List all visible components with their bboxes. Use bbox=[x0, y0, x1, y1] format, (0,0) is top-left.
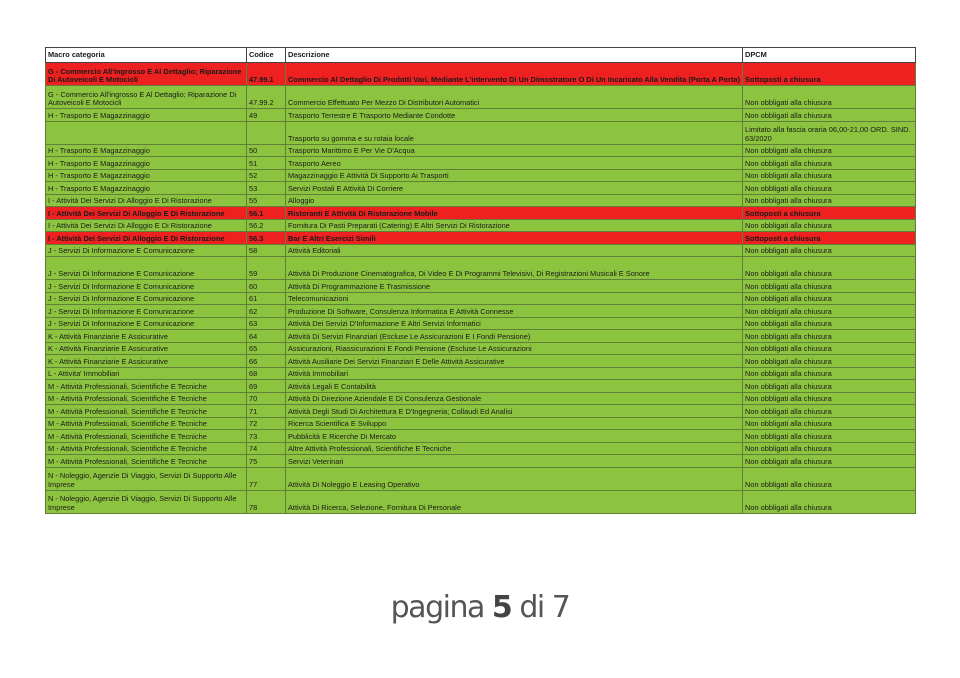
cell-codice bbox=[247, 121, 286, 144]
cell-macro-categoria bbox=[46, 121, 247, 144]
cell-codice: 53 bbox=[247, 182, 286, 195]
cell-macro-categoria: J - Servizi Di Informazione E Comunicazione bbox=[46, 280, 247, 293]
table-row bbox=[46, 367, 916, 380]
cell-descrizione: Ricerca Scientifica E Sviluppo bbox=[286, 417, 743, 430]
cell-codice: 68 bbox=[247, 367, 286, 380]
header-dpcm: DPCM bbox=[743, 48, 916, 63]
page-prefix: pagina bbox=[390, 590, 484, 625]
cell-descrizione: Servizi Postali E Attività Di Corriere bbox=[286, 182, 743, 195]
cell-descrizione: Trasporto Terrestre E Trasporto Mediante Condotte bbox=[286, 109, 743, 122]
cell-dpcm: Non obbligati alla chiusura bbox=[743, 292, 916, 305]
cell-dpcm: Non obbligati alla chiusura bbox=[743, 86, 916, 109]
cell-dpcm: Non obbligati alla chiusura bbox=[743, 342, 916, 355]
cell-descrizione: Attività Di Produzione Cinematografica, Di Video E Di Programmi Televisivi, Di Registrazioni Musicali E Sonore bbox=[286, 257, 743, 280]
cell-dpcm: Non obbligati alla chiusura bbox=[743, 380, 916, 393]
table-row bbox=[46, 342, 916, 355]
cell-descrizione: Attività Degli Studi Di Architettura E D'Ingegneria; Collaudi Ed Analisi bbox=[286, 405, 743, 418]
cell-dpcm: Non obbligati alla chiusura bbox=[743, 430, 916, 443]
page-indicator bbox=[0, 590, 960, 625]
table-row bbox=[46, 405, 916, 418]
cell-codice: 69 bbox=[247, 380, 286, 393]
table-row bbox=[46, 121, 916, 144]
cell-macro-categoria: M - Attività Professionali, Scientifiche E Tecniche bbox=[46, 405, 247, 418]
cell-codice: 64 bbox=[247, 330, 286, 343]
table-row bbox=[46, 207, 916, 220]
cell-macro-categoria: I - Attività Dei Servizi Di Alloggio E Di Ristorazione bbox=[46, 232, 247, 245]
table-row bbox=[46, 330, 916, 343]
table-row bbox=[46, 109, 916, 122]
cell-dpcm: Non obbligati alla chiusura bbox=[743, 257, 916, 280]
cell-macro-categoria: N - Noleggio, Agenzie Di Viaggio, Servizi Di Supporto Alle Imprese bbox=[46, 490, 247, 513]
cell-descrizione: Attività Di Ricerca, Selezione, Fornitura Di Personale bbox=[286, 490, 743, 513]
cell-macro-categoria: M - Attività Professionali, Scientifiche E Tecniche bbox=[46, 380, 247, 393]
cell-macro-categoria: G - Commercio All'ingrosso E Al Dettaglio; Riparazione Di Autoveicoli E Motocicli bbox=[46, 86, 247, 109]
cell-codice: 75 bbox=[247, 455, 286, 468]
cell-macro-categoria: I - Attività Dei Servizi Di Alloggio E Di Ristorazione bbox=[46, 219, 247, 232]
table-row bbox=[46, 63, 916, 86]
cell-descrizione: Trasporto Aereo bbox=[286, 157, 743, 170]
cell-dpcm: Non obbligati alla chiusura bbox=[743, 169, 916, 182]
cell-macro-categoria: G - Commercio All'ingrosso E Al Dettaglio; Riparazione Di Autoveicoli E Motocicli bbox=[46, 63, 247, 86]
cell-dpcm: Non obbligati alla chiusura bbox=[743, 392, 916, 405]
cell-descrizione: Attività Dei Servizi D'Informazione E Altri Servizi Informatici bbox=[286, 317, 743, 330]
cell-dpcm: Non obbligati alla chiusura bbox=[743, 219, 916, 232]
cell-macro-categoria: K - Attività Finanziarie E Assicurative bbox=[46, 342, 247, 355]
cell-macro-categoria: I - Attività Dei Servizi Di Alloggio E Di Ristorazione bbox=[46, 194, 247, 207]
cell-dpcm: Non obbligati alla chiusura bbox=[743, 442, 916, 455]
table-row bbox=[46, 430, 916, 443]
table-body bbox=[46, 63, 916, 514]
cell-codice: 62 bbox=[247, 305, 286, 318]
cell-descrizione: Attività Di Noleggio E Leasing Operativo bbox=[286, 467, 743, 490]
cell-codice: 60 bbox=[247, 280, 286, 293]
cell-codice: 70 bbox=[247, 392, 286, 405]
activity-table bbox=[45, 47, 916, 514]
cell-codice: 55 bbox=[247, 194, 286, 207]
cell-macro-categoria: K - Attività Finanziarie E Assicurative bbox=[46, 330, 247, 343]
cell-dpcm: Non obbligati alla chiusura bbox=[743, 467, 916, 490]
cell-descrizione: Fornitura Di Pasti Preparati (Catering) E Altri Servizi Di Ristorazione bbox=[286, 219, 743, 232]
cell-codice: 74 bbox=[247, 442, 286, 455]
table-row bbox=[46, 169, 916, 182]
cell-macro-categoria: I - Attività Dei Servizi Di Alloggio E Di Ristorazione bbox=[46, 207, 247, 220]
table-row bbox=[46, 455, 916, 468]
cell-dpcm: Non obbligati alla chiusura bbox=[743, 367, 916, 380]
cell-macro-categoria: H - Trasporto E Magazzinaggio bbox=[46, 169, 247, 182]
total-pages: 7 bbox=[551, 590, 570, 625]
cell-dpcm: Non obbligati alla chiusura bbox=[743, 405, 916, 418]
cell-codice: 73 bbox=[247, 430, 286, 443]
cell-dpcm: Non obbligati alla chiusura bbox=[743, 455, 916, 468]
header-descrizione: Descrizione bbox=[286, 48, 743, 63]
cell-descrizione: Trasporto su gomma e su rotaia locale bbox=[286, 121, 743, 144]
cell-descrizione: Attività Legali E Contabilità bbox=[286, 380, 743, 393]
cell-macro-categoria: N - Noleggio, Agenzie Di Viaggio, Servizi Di Supporto Alle Imprese bbox=[46, 467, 247, 490]
table-row bbox=[46, 392, 916, 405]
table-row bbox=[46, 86, 916, 109]
cell-dpcm: Non obbligati alla chiusura bbox=[743, 194, 916, 207]
cell-descrizione: Attività Di Programmazione E Trasmissione bbox=[286, 280, 743, 293]
cell-codice: 63 bbox=[247, 317, 286, 330]
header-macro-categoria: Macro categoria bbox=[46, 48, 247, 63]
cell-descrizione: Assicurazioni, Riassicurazioni E Fondi Pensione (Escluse Le Assicurazioni bbox=[286, 342, 743, 355]
cell-codice: 56.3 bbox=[247, 232, 286, 245]
cell-codice: 61 bbox=[247, 292, 286, 305]
cell-macro-categoria: J - Servizi Di Informazione E Comunicazione bbox=[46, 317, 247, 330]
table-row bbox=[46, 317, 916, 330]
cell-descrizione: Attività Di Direzione Aziendale E Di Consulenza Gestionale bbox=[286, 392, 743, 405]
cell-descrizione: Produzione Di Software, Consulenza Informatica E Attività Connesse bbox=[286, 305, 743, 318]
cell-macro-categoria: J - Servizi Di Informazione E Comunicazione bbox=[46, 292, 247, 305]
cell-codice: 71 bbox=[247, 405, 286, 418]
cell-descrizione: Servizi Veterinari bbox=[286, 455, 743, 468]
table-row bbox=[46, 467, 916, 490]
table-header-row bbox=[46, 48, 916, 63]
cell-codice: 65 bbox=[247, 342, 286, 355]
table-row bbox=[46, 244, 916, 257]
table-row bbox=[46, 157, 916, 170]
cell-descrizione: Bar E Altri Esercizi Simili bbox=[286, 232, 743, 245]
cell-dpcm: Non obbligati alla chiusura bbox=[743, 109, 916, 122]
cell-dpcm: Non obbligati alla chiusura bbox=[743, 305, 916, 318]
table-row bbox=[46, 442, 916, 455]
cell-descrizione: Pubblicità E Ricerche Di Mercato bbox=[286, 430, 743, 443]
cell-descrizione: Trasporto Marittimo E Per Vie D'Acqua bbox=[286, 144, 743, 157]
cell-macro-categoria: H - Trasporto E Magazzinaggio bbox=[46, 109, 247, 122]
cell-dpcm: Non obbligati alla chiusura bbox=[743, 330, 916, 343]
table-row bbox=[46, 280, 916, 293]
cell-codice: 52 bbox=[247, 169, 286, 182]
cell-macro-categoria: M - Attività Professionali, Scientifiche E Tecniche bbox=[46, 455, 247, 468]
cell-descrizione: Altre Attività Professionali, Scientifiche E Tecniche bbox=[286, 442, 743, 455]
cell-descrizione: Attività Editoriali bbox=[286, 244, 743, 257]
cell-macro-categoria: H - Trasporto E Magazzinaggio bbox=[46, 144, 247, 157]
cell-macro-categoria: M - Attività Professionali, Scientifiche E Tecniche bbox=[46, 430, 247, 443]
cell-macro-categoria: M - Attività Professionali, Scientifiche E Tecniche bbox=[46, 442, 247, 455]
cell-dpcm: Sottoposti a chiusura bbox=[743, 63, 916, 86]
table-row bbox=[46, 194, 916, 207]
cell-codice: 72 bbox=[247, 417, 286, 430]
table-row bbox=[46, 232, 916, 245]
cell-macro-categoria: H - Trasporto E Magazzinaggio bbox=[46, 182, 247, 195]
cell-codice: 78 bbox=[247, 490, 286, 513]
cell-descrizione: Commercio Effettuato Per Mezzo Di Distributori Automatici bbox=[286, 86, 743, 109]
cell-macro-categoria: J - Servizi Di Informazione E Comunicazione bbox=[46, 257, 247, 280]
cell-dpcm: Sottoposti a chiusura bbox=[743, 207, 916, 220]
table-row bbox=[46, 380, 916, 393]
cell-dpcm: Non obbligati alla chiusura bbox=[743, 182, 916, 195]
cell-descrizione: Commercio Al Dettaglio Di Prodotti Vari, Mediante L'intervento Di Un Dimostratore O Di Un Incaricato Alla Vendita (Porta A Porta) bbox=[286, 63, 743, 86]
cell-descrizione: Telecomunicazioni bbox=[286, 292, 743, 305]
cell-dpcm: Non obbligati alla chiusura bbox=[743, 280, 916, 293]
table-row bbox=[46, 355, 916, 368]
cell-dpcm: Limitato alla fascia oraria 06,00-21,00 ORD. SIND. 63/2020 bbox=[743, 121, 916, 144]
cell-macro-categoria: L - Attivita' Immobiliari bbox=[46, 367, 247, 380]
cell-dpcm: Non obbligati alla chiusura bbox=[743, 417, 916, 430]
cell-descrizione: Magazzinaggio E Attività Di Supporto Ai Trasporti bbox=[286, 169, 743, 182]
table-row bbox=[46, 144, 916, 157]
cell-macro-categoria: M - Attività Professionali, Scientifiche E Tecniche bbox=[46, 392, 247, 405]
cell-codice: 56.2 bbox=[247, 219, 286, 232]
cell-codice: 56.1 bbox=[247, 207, 286, 220]
cell-dpcm: Non obbligati alla chiusura bbox=[743, 157, 916, 170]
cell-codice: 77 bbox=[247, 467, 286, 490]
cell-codice: 59 bbox=[247, 257, 286, 280]
table-row bbox=[46, 490, 916, 513]
cell-dpcm: Non obbligati alla chiusura bbox=[743, 355, 916, 368]
cell-dpcm: Non obbligati alla chiusura bbox=[743, 144, 916, 157]
cell-codice: 58 bbox=[247, 244, 286, 257]
cell-codice: 66 bbox=[247, 355, 286, 368]
cell-dpcm: Non obbligati alla chiusura bbox=[743, 317, 916, 330]
header-codice: Codice bbox=[247, 48, 286, 63]
table-row bbox=[46, 257, 916, 280]
cell-dpcm: Non obbligati alla chiusura bbox=[743, 244, 916, 257]
cell-macro-categoria: M - Attività Professionali, Scientifiche E Tecniche bbox=[46, 417, 247, 430]
table-row bbox=[46, 305, 916, 318]
cell-descrizione: Attività Immobiliari bbox=[286, 367, 743, 380]
cell-descrizione: Ristoranti E Attività Di Ristorazione Mobile bbox=[286, 207, 743, 220]
cell-descrizione: Attività Ausiliarie Dei Servizi Finanziari E Delle Attività Assicurative bbox=[286, 355, 743, 368]
cell-descrizione: Alloggio bbox=[286, 194, 743, 207]
cell-codice: 47.99.2 bbox=[247, 86, 286, 109]
page-separator: di bbox=[519, 590, 544, 625]
cell-dpcm: Sottoposti a chiusura bbox=[743, 232, 916, 245]
cell-macro-categoria: H - Trasporto E Magazzinaggio bbox=[46, 157, 247, 170]
cell-macro-categoria: K - Attività Finanziarie E Assicurative bbox=[46, 355, 247, 368]
cell-macro-categoria: J - Servizi Di Informazione E Comunicazione bbox=[46, 305, 247, 318]
cell-codice: 47.99.1 bbox=[247, 63, 286, 86]
table-row bbox=[46, 292, 916, 305]
table-row bbox=[46, 219, 916, 232]
cell-codice: 50 bbox=[247, 144, 286, 157]
table-row bbox=[46, 182, 916, 195]
cell-codice: 49 bbox=[247, 109, 286, 122]
cell-dpcm: Non obbligati alla chiusura bbox=[743, 490, 916, 513]
cell-codice: 51 bbox=[247, 157, 286, 170]
cell-macro-categoria: J - Servizi Di Informazione E Comunicazione bbox=[46, 244, 247, 257]
current-page: 5 bbox=[491, 590, 512, 625]
cell-descrizione: Attività Di Servizi Finanziari (Escluse Le Assicurazioni E I Fondi Pensione) bbox=[286, 330, 743, 343]
table-row bbox=[46, 417, 916, 430]
